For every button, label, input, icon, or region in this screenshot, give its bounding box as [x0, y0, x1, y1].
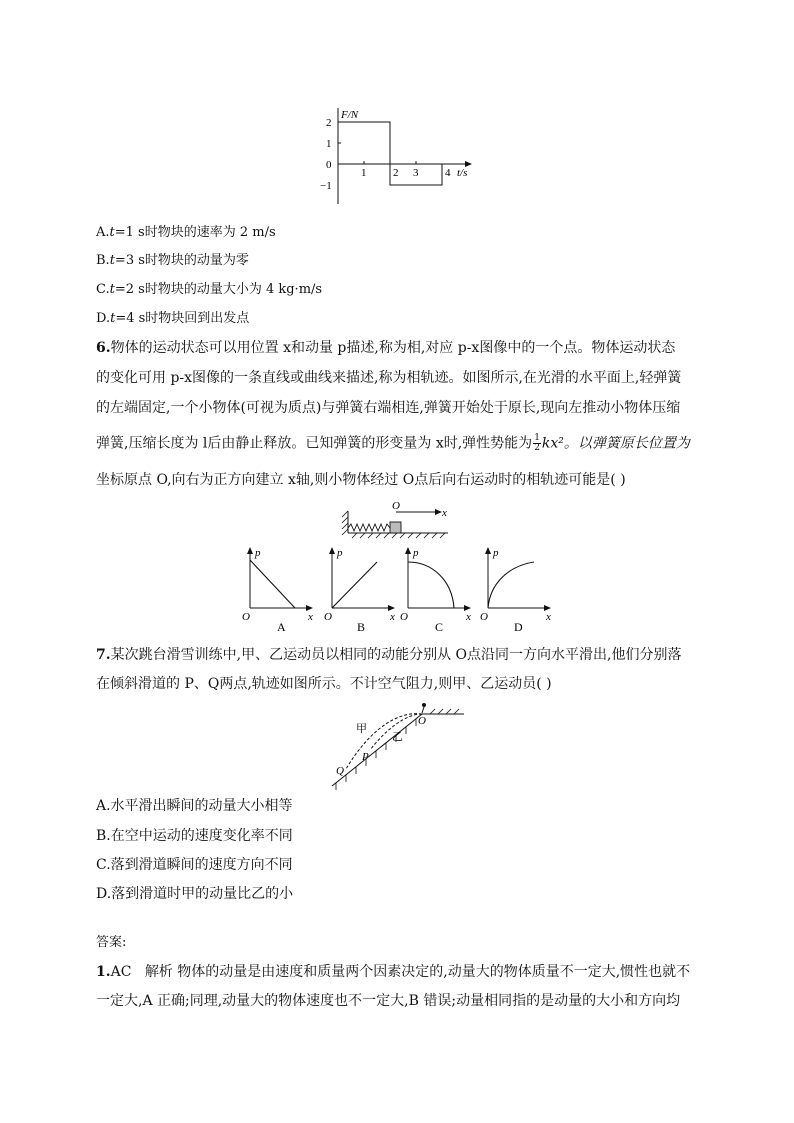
q6-line-5: 坐标原点 O,向右为正方向建立 x轴,则小物体经过 O点后向右运动时的相轨迹可能是( ) [96, 472, 626, 488]
label-yi: 乙 [392, 731, 403, 743]
answer-line-2: 一定大,A 正确;同理,动量大的物体速度也不一定大,B 错误;动量相同指的是动量的大小和方向均 [96, 993, 681, 1009]
trajectory-a [250, 560, 295, 608]
x-tick-2: 2 [393, 167, 399, 179]
force-segment-positive [338, 122, 390, 164]
x-arrow-head [435, 509, 442, 515]
p-x-graph-a [238, 544, 318, 634]
q6-line-3: 的左端固定,一个小物体(可视为质点)与弹簧右端相连,弹簧开始处于原长,现向左推动小物体压缩 [96, 400, 681, 416]
svg-text:x: x [390, 611, 395, 623]
trajectory-b [332, 562, 377, 608]
spring [348, 524, 390, 531]
slope-hatching [336, 719, 416, 790]
q7-option-b: B.在空中运动的速度变化率不同 [96, 828, 293, 844]
q6-line-2: 的变化可用 p-x图像的一条直线或曲线来描述,称为相轨迹。如图所示,在光滑的水平面上,轻弹簧 [96, 370, 682, 386]
skier-head [422, 703, 426, 707]
y-tick-2: 2 [326, 117, 332, 129]
svg-text:p: p [413, 547, 419, 559]
p-x-graph-b [320, 544, 400, 634]
x-tick-1: 1 [361, 167, 367, 179]
label-o: O [418, 715, 426, 727]
slope [332, 714, 422, 786]
axis-label: x [442, 507, 447, 519]
label-p: P [362, 751, 369, 763]
svg-text:O: O [242, 611, 250, 623]
spring-figure [338, 497, 458, 539]
ground-hatching [352, 533, 445, 538]
x-tick-3: 3 [413, 167, 419, 179]
skier-body [422, 707, 424, 713]
q5-option-a: A.t=1 s时物块的速率为 2 m/s [96, 225, 276, 240]
svg-text:O: O [480, 611, 488, 623]
svg-text:x: x [546, 611, 551, 623]
ski-slope-figure [326, 702, 468, 792]
svg-text:p: p [337, 547, 343, 559]
y-tick-neg1: −1 [320, 180, 332, 192]
force-time-graph [318, 104, 488, 208]
p-x-graph-c [396, 544, 476, 634]
svg-text:O: O [324, 611, 332, 623]
svg-text:p: p [493, 547, 499, 559]
q7-line-2: 在倾斜滑道的 P、Q两点,轨迹如图所示。不计空气阻力,则甲、乙运动员( ) [96, 676, 552, 692]
origin-label: O [392, 500, 400, 512]
x-axis-label: t/s [457, 167, 468, 179]
wall-hatching [342, 511, 348, 535]
q6-line-1: 6.物体的运动状态可以用位置 x和动量 p描述,称为相,对应 p-x图像中的一个点。物体运动状态 [96, 340, 676, 356]
trajectory-d [488, 562, 534, 608]
x-tick-4: 4 [445, 167, 451, 179]
trajectory-c [408, 562, 454, 608]
half-fraction: $\frac{1}{2}$ [534, 433, 540, 453]
label-q: Q [336, 765, 344, 777]
p-x-graph-d [476, 544, 556, 634]
graph-c-letter: C [435, 620, 444, 634]
svg-text:x: x [308, 611, 313, 623]
y-tick-0: 0 [326, 159, 332, 171]
block [390, 522, 401, 533]
label-jia: 甲 [356, 723, 367, 735]
svg-text:p: p [255, 547, 261, 559]
q6-line-4: 弹簧,压缩长度为 l后由静止释放。已知弹簧的形变量为 x时,弹性势能为 $\frac{1}{2}$ kx²。以弹簧原长位置为 [96, 433, 690, 453]
graph-b-letter: B [357, 620, 366, 634]
q7-option-c: C.落到滑道瞬间的速度方向不同 [96, 857, 293, 873]
answers-heading: 答案: [96, 935, 127, 950]
q7-option-a: A.水平滑出瞬间的动量大小相等 [96, 798, 293, 814]
q7-option-d: D.落到滑道时甲的动量比乙的小 [96, 886, 294, 902]
graph-d-letter: D [514, 620, 523, 634]
svg-text:O: O [400, 611, 408, 623]
q5-option-d: D.t=4 s时物块回到出发点 [96, 311, 250, 326]
y-tick-1: 1 [326, 138, 332, 150]
answer-line-1: 1.AC 解析 物体的动量是由速度和质量两个因素决定的,动量大的物体质量不一定大,惯性也就不 [96, 964, 691, 980]
y-axis-label: F/N [341, 109, 359, 121]
q7-line-1: 7.某次跳台滑雪训练中,甲、乙运动员以相同的动能分别从 O点沿同一方向水平滑出,他们分别落 [96, 647, 682, 663]
platform-hatching [430, 709, 459, 714]
q5-option-c: C.t=2 s时物块的动量大小为 4 kg·m/s [96, 282, 323, 297]
graph-a-letter: A [277, 620, 286, 634]
q5-option-b: B.t=3 s时物块的动量为零 [96, 253, 249, 268]
trajectory-jia [346, 714, 422, 769]
svg-text:x: x [466, 611, 471, 623]
